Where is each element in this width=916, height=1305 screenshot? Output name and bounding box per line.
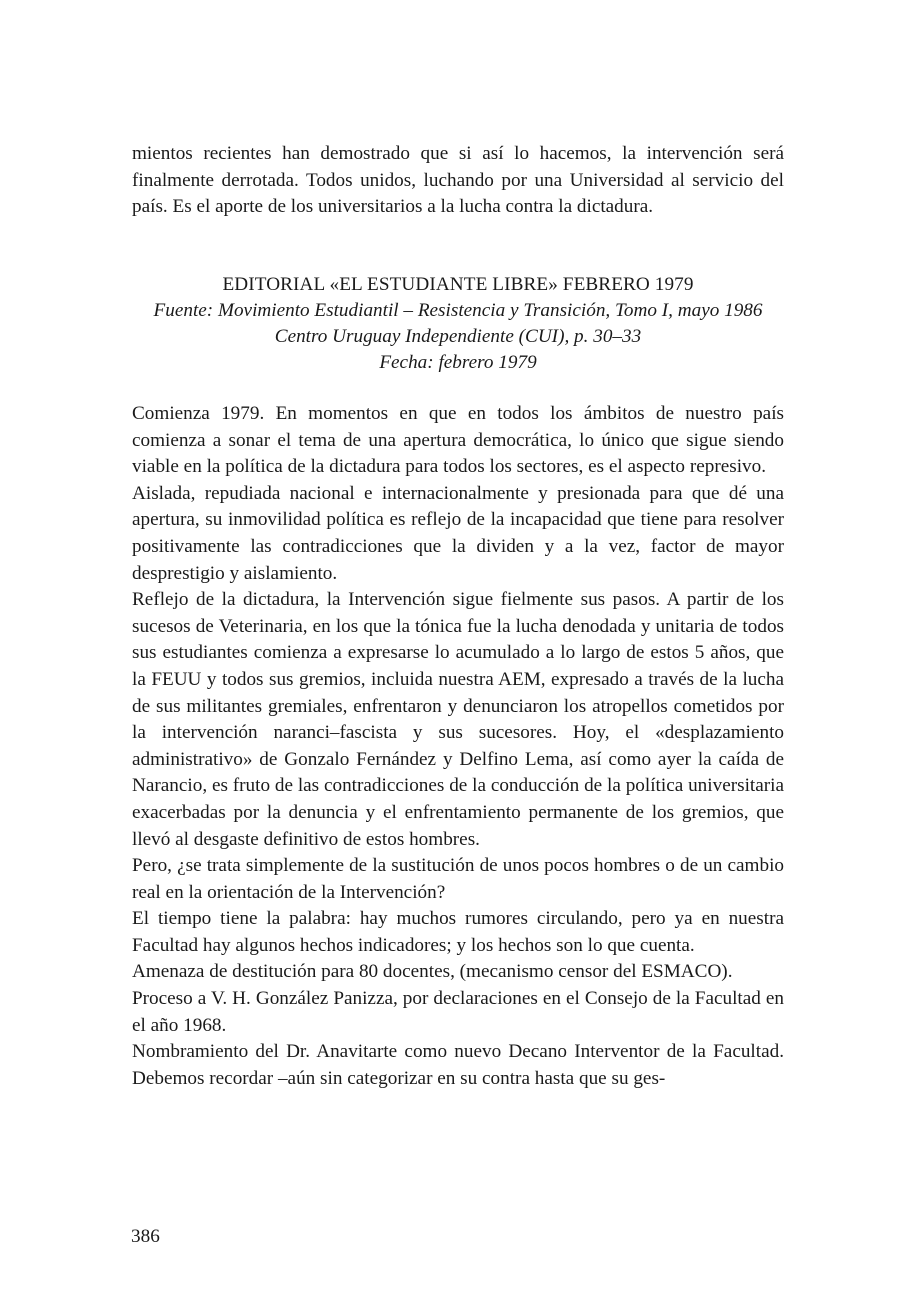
editorial-heading bbox=[132, 272, 784, 376]
body-paragraph: El tiempo tiene la palabra: hay muchos rumores circulando, pero ya en nuestra Facultad hay algunos hechos indicadores; y los hechos son lo que cuenta. bbox=[132, 908, 784, 956]
body-paragraph: Comienza 1979. En momentos en que en todos los ámbitos de nuestro país comienza a sonar el tema de una apertura democrática, lo único que sigue siendo viable en la política de la dictadura para todos los sectores, es el aspecto represivo. bbox=[132, 403, 784, 478]
source-line-2: Centro Uruguay Independiente (CUI), p. 30–33 bbox=[274, 326, 642, 347]
page-number: 386 bbox=[131, 1226, 160, 1247]
body-paragraph: Amenaza de destitución para 80 docentes, (mecanismo censor del ESMACO). bbox=[132, 961, 733, 983]
body-paragraph: Reflejo de la dictadura, la Intervención sigue fielmente sus pasos. A partir de los sucesos de Veterinaria, en los que la tónica fue la lucha denodada y unitaria de todos sus estudiantes comienza a expresarse lo acumulado a lo largo de estos 5 años, que la FEUU y todos sus gremios, incluida nuestra AEM, expresado a través de la lucha de sus militantes gremiales, enfrentaron y denunciaron los atropellos cometidos por la intervención naranci–fascista y sus sucesores. Hoy, el «desplazamiento administrativo» de Gonzalo Fernández y Delfino Lema, así como ayer la caída de Narancio, es fruto de las contradicciones de la conducción de la política universitaria exacerbadas por la denuncia y el enfrentamiento permanente de los gremios, que llevó al desgaste definitivo de estos hombres. bbox=[132, 589, 784, 850]
editorial-title: EDITORIAL «EL ESTUDIANTE LIBRE» FEBRERO 1979 bbox=[222, 274, 694, 295]
body-paragraph: Proceso a V. H. González Panizza, por declaraciones en el Consejo de la Facultad en el año 1968. bbox=[132, 988, 784, 1036]
intro-paragraph: mientos recientes han demostrado que si así lo hacemos, la intervención será finalmente derrotada. Todos unidos, luchando por una Universidad al servicio del país. Es el aporte de los universitarios a la lucha contra la dictadura. bbox=[132, 143, 784, 218]
intro-text bbox=[132, 141, 784, 221]
editorial-body bbox=[132, 401, 784, 1092]
body-paragraph: Aislada, repudiada nacional e internacionalmente y presionada para que dé una apertura, su inmovilidad política es reflejo de la incapacidad que tiene para resolver positivamente las contradicciones que la dividen y a la vez, factor de mayor desprestigio y aislamiento. bbox=[132, 482, 784, 584]
body-paragraph: Pero, ¿se trata simplemente de la sustitución de unos pocos hombres o de un cambio real en la orientación de la Intervención? bbox=[132, 855, 784, 903]
body-paragraph: Nombramiento del Dr. Anavitarte como nuevo Decano Interventor de la Facultad. Debemos recordar –aún sin categorizar en su contra hasta que su ges- bbox=[132, 1041, 784, 1089]
date-line: Fecha: febrero 1979 bbox=[379, 352, 537, 373]
source-line-1: Fuente: Movimiento Estudiantil – Resistencia y Transición, Tomo I, mayo 1986 bbox=[153, 300, 763, 321]
